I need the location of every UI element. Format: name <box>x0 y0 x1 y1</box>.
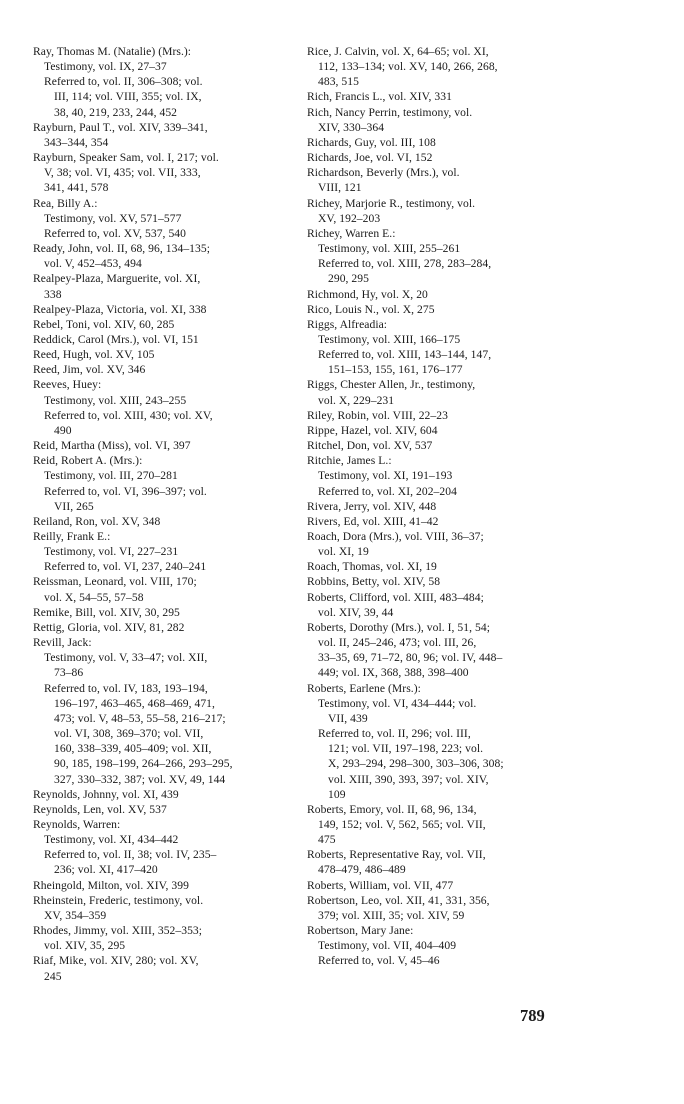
index-entry <box>33 347 275 362</box>
index-entry <box>307 423 557 438</box>
index-entry-subline: Referred to, vol. XI, 202–204 <box>318 484 457 498</box>
index-entry-heading: Riggs, Alfreadia: <box>307 317 388 331</box>
index-entry-heading: Realpey-Plaza, Marguerite, vol. XI, <box>33 272 201 286</box>
index-entry-subline: Referred to, vol. II, 38; vol. IV, 235– <box>44 848 217 862</box>
index-entry <box>307 150 557 165</box>
index-entry-heading: Richardson, Beverly (Mrs.), vol. <box>307 166 460 180</box>
index-entry-heading: Rea, Billy A.: <box>33 196 98 210</box>
index-entry <box>33 241 275 271</box>
index-entry <box>33 787 275 802</box>
index-entry-subline: Referred to, vol. V, 45–46 <box>318 954 440 968</box>
index-entry-heading: Remike, Bill, vol. XIV, 30, 295 <box>33 605 180 619</box>
index-entry-heading: Rico, Louis N., vol. X, 275 <box>307 302 435 316</box>
index-entry-subline: Testimony, vol. XIII, 255–261 <box>318 242 461 256</box>
index-entry-subline: 90, 185, 198–199, 264–266, 293–295, <box>54 757 233 771</box>
index-entry-subline: XIV, 330–364 <box>318 120 385 134</box>
index-entry-subline: Referred to, vol. II, 296; vol. III, <box>318 727 471 741</box>
index-entry <box>307 302 557 317</box>
index-entry-subline: Referred to, vol. VI, 237, 240–241 <box>44 560 207 574</box>
index-entry <box>307 499 557 514</box>
index-entry-heading: Rivers, Ed, vol. XIII, 41–42 <box>307 514 439 528</box>
index-entry <box>307 438 557 453</box>
index-entry <box>307 408 557 423</box>
index-entry <box>307 317 557 378</box>
index-entry-heading: Reid, Robert A. (Mrs.): <box>33 454 143 468</box>
index-entry <box>33 620 275 635</box>
index-entry-subline: Referred to, vol. VI, 396–397; vol. <box>44 484 207 498</box>
index-entry-subline: III, 114; vol. VIII, 355; vol. IX, <box>54 90 202 104</box>
index-entry <box>307 287 557 302</box>
index-entry <box>307 453 557 498</box>
index-entry-heading: Roberts, Representative Ray, vol. VII, <box>307 848 486 862</box>
index-entry <box>33 332 275 347</box>
index-entry-subline: X, 293–294, 298–300, 303–306, 308; <box>328 757 504 771</box>
index-entry <box>307 923 557 968</box>
index-entry-subline: Referred to, vol. XIII, 143–144, 147, <box>318 348 492 362</box>
index-entry <box>33 923 275 953</box>
index-entry-subline: vol. VI, 308, 369–370; vol. VII, <box>54 727 204 741</box>
index-entry-subline: vol. X, 54–55, 57–58 <box>44 590 144 604</box>
index-entry-heading: Roberts, Dorothy (Mrs.), vol. I, 51, 54; <box>307 620 490 634</box>
index-entry-heading: Rayburn, Paul T., vol. XIV, 339–341, <box>33 120 208 134</box>
index-column-left <box>33 44 275 984</box>
index-entry <box>33 893 275 923</box>
index-entry <box>33 150 275 195</box>
index-entry-heading: Richards, Joe, vol. VI, 152 <box>307 151 433 165</box>
index-entry-subline: 121; vol. VII, 197–198, 223; vol. <box>328 742 484 756</box>
index-entry-heading: Rich, Nancy Perrin, testimony, vol. <box>307 105 473 119</box>
index-entry-subline: XV, 192–203 <box>318 211 381 225</box>
index-entry <box>33 44 275 120</box>
index-entry-subline: 245 <box>44 969 62 983</box>
index-entry-heading: Richmond, Hy, vol. X, 20 <box>307 287 428 301</box>
index-entry-subline: 475 <box>318 833 336 847</box>
index-entry <box>307 165 557 195</box>
index-entry-subline: Testimony, vol. XIII, 166–175 <box>318 332 461 346</box>
index-entry-heading: Rich, Francis L., vol. XIV, 331 <box>307 90 452 104</box>
index-entry <box>33 377 275 438</box>
index-entry-heading: Ready, John, vol. II, 68, 96, 134–135; <box>33 242 210 256</box>
index-entry-heading: Rheinstein, Frederic, testimony, vol. <box>33 893 204 907</box>
index-entry-heading: Rhodes, Jimmy, vol. XIII, 352–353; <box>33 924 203 938</box>
index-entry <box>33 362 275 377</box>
index-entry-subline: VII, 265 <box>54 499 94 513</box>
index-entry <box>307 89 557 104</box>
index-entry-heading: Riley, Robin, vol. VIII, 22–23 <box>307 408 448 422</box>
index-column-right <box>307 44 557 969</box>
index-entry-subline: 38, 40, 219, 233, 244, 452 <box>54 105 178 119</box>
index-entry-subline: Referred to, vol. II, 306–308; vol. <box>44 75 203 89</box>
index-entry-subline: Testimony, vol. XIII, 243–255 <box>44 393 187 407</box>
index-entry-heading: Robertson, Leo, vol. XII, 41, 331, 356, <box>307 893 490 907</box>
index-entry-subline: 112, 133–134; vol. XV, 140, 266, 268, <box>318 60 498 74</box>
index-entry-subline: 33–35, 69, 71–72, 80, 96; vol. IV, 448– <box>318 651 503 665</box>
index-entry-subline: Testimony, vol. XI, 434–442 <box>44 833 179 847</box>
index-entry-heading: Revill, Jack: <box>33 636 92 650</box>
index-entry-heading: Roach, Dora (Mrs.), vol. VIII, 36–37; <box>307 530 484 543</box>
index-entry-heading: Rebel, Toni, vol. XIV, 60, 285 <box>33 317 175 331</box>
index-entry <box>307 590 557 620</box>
index-entry-heading: Realpey-Plaza, Victoria, vol. XI, 338 <box>33 302 207 316</box>
index-entry-heading: Roberts, Earlene (Mrs.): <box>307 681 421 695</box>
index-entry-subline: 473; vol. V, 48–53, 55–58, 216–217; <box>54 711 226 725</box>
index-entry-subline: 478–479, 486–489 <box>318 863 406 877</box>
index-entry-subline: 341, 441, 578 <box>44 181 109 195</box>
index-entry-subline: vol. XIV, 35, 295 <box>44 939 126 953</box>
index-entry-heading: Reissman, Leonard, vol. VIII, 170; <box>33 575 197 589</box>
index-entry-heading: Robertson, Mary Jane: <box>307 924 414 938</box>
index-entry <box>33 953 275 983</box>
index-entry-subline: 196–197, 463–465, 468–469, 471, <box>54 696 215 710</box>
index-entry <box>33 635 275 787</box>
index-entry-subline: vol. II, 245–246, 473; vol. III, 26, <box>318 636 477 650</box>
index-entry <box>33 271 275 301</box>
index-entry-heading: Rettig, Gloria, vol. XIV, 81, 282 <box>33 620 185 634</box>
index-entry-subline: 379; vol. XIII, 35; vol. XIV, 59 <box>318 908 465 922</box>
index-entry-heading: Roach, Thomas, vol. XI, 19 <box>307 560 437 574</box>
index-entry <box>307 529 557 559</box>
index-entry-subline: Testimony, vol. V, 33–47; vol. XII, <box>44 651 208 665</box>
index-entry-heading: Rheingold, Milton, vol. XIV, 399 <box>33 878 189 892</box>
index-entry-subline: vol. V, 452–453, 494 <box>44 257 142 271</box>
index-entry-heading: Roberts, William, vol. VII, 477 <box>307 878 454 892</box>
index-entry <box>307 847 557 877</box>
index-entry <box>307 196 557 226</box>
index-entry-subline: V, 38; vol. VI, 435; vol. VII, 333, <box>44 166 201 180</box>
index-entry-heading: Rippe, Hazel, vol. XIV, 604 <box>307 423 438 437</box>
index-entry <box>307 44 557 89</box>
index-entry <box>33 817 275 878</box>
index-entry-heading: Richards, Guy, vol. III, 108 <box>307 135 436 149</box>
index-entry-subline: 483, 515 <box>318 75 359 89</box>
index-entry-subline: vol. XIII, 390, 393, 397; vol. XIV, <box>328 772 489 786</box>
index-entry-subline: Testimony, vol. VII, 404–409 <box>318 939 457 953</box>
index-entry-heading: Reddick, Carol (Mrs.), vol. VI, 151 <box>33 332 199 346</box>
index-entry <box>33 438 275 453</box>
index-entry-heading: Reynolds, Warren: <box>33 817 121 831</box>
index-entry-subline: Referred to, vol. XIII, 278, 283–284, <box>318 257 492 271</box>
index-entry-heading: Reilly, Frank E.: <box>33 530 111 543</box>
page-number: 789 <box>520 1006 545 1025</box>
index-entry-subline: Testimony, vol. VI, 227–231 <box>44 545 179 559</box>
index-entry-subline: Referred to, vol. IV, 183, 193–194, <box>44 681 208 695</box>
index-entry-subline: 343–344, 354 <box>44 135 109 149</box>
index-entry-subline: vol. XIV, 39, 44 <box>318 605 394 619</box>
index-entry-heading: Reed, Hugh, vol. XV, 105 <box>33 348 155 362</box>
index-entry <box>33 802 275 817</box>
index-entry <box>33 453 275 514</box>
index-entry <box>33 574 275 604</box>
index-entry-heading: Rayburn, Speaker Sam, vol. I, 217; vol. <box>33 151 219 165</box>
index-entry <box>33 529 275 574</box>
index-entry-heading: Reiland, Ron, vol. XV, 348 <box>33 514 161 528</box>
index-entry-subline: VIII, 121 <box>318 181 362 195</box>
index-entry <box>307 620 557 681</box>
index-entry <box>307 893 557 923</box>
index-entry-heading: Roberts, Emory, vol. II, 68, 96, 134, <box>307 802 477 816</box>
index-entry <box>33 878 275 893</box>
index-entry-heading: Reed, Jim, vol. XV, 346 <box>33 363 146 377</box>
index-entry-subline: 160, 338–339, 405–409; vol. XII, <box>54 742 212 756</box>
index-entry-heading: Richey, Warren E.: <box>307 226 396 240</box>
index-entry <box>33 317 275 332</box>
index-entry-subline: Referred to, vol. XV, 537, 540 <box>44 226 186 240</box>
index-entry-subline: 151–153, 155, 161, 176–177 <box>328 363 463 377</box>
index-entry <box>33 302 275 317</box>
index-entry <box>307 105 557 135</box>
index-entry-subline: 327, 330–332, 387; vol. XV, 49, 144 <box>54 772 226 786</box>
index-entry-subline: vol. X, 229–231 <box>318 393 395 407</box>
index-entry-heading: Ray, Thomas M. (Natalie) (Mrs.): <box>33 45 192 58</box>
index-entry <box>307 377 557 407</box>
index-entry <box>307 514 557 529</box>
index-entry-heading: Riggs, Chester Allen, Jr., testimony, <box>307 378 476 392</box>
index-entry <box>307 135 557 150</box>
index-entry-heading: Robbins, Betty, vol. XIV, 58 <box>307 575 441 589</box>
index-entry <box>307 226 557 287</box>
index-entry-heading: Rivera, Jerry, vol. XIV, 448 <box>307 499 437 513</box>
index-entry <box>33 514 275 529</box>
index-entry-heading: Ritchel, Don, vol. XV, 537 <box>307 439 433 453</box>
index-entry-subline: 490 <box>54 423 72 437</box>
index-entry-subline: Testimony, vol. IX, 27–37 <box>44 60 167 74</box>
index-entry-subline: 338 <box>44 287 62 301</box>
index-entry-subline: 109 <box>328 787 346 801</box>
index-entry <box>33 196 275 241</box>
index-entry <box>307 559 557 574</box>
index-entry-heading: Reid, Martha (Miss), vol. VI, 397 <box>33 439 191 453</box>
index-entry-heading: Reeves, Huey: <box>33 378 102 392</box>
index-entry-heading: Reynolds, Johnny, vol. XI, 439 <box>33 787 179 801</box>
index-entry-heading: Reynolds, Len, vol. XV, 537 <box>33 802 167 816</box>
index-entry <box>33 120 275 150</box>
index-entry-subline: VII, 439 <box>328 711 368 725</box>
index-entry-subline: 449; vol. IX, 368, 388, 398–400 <box>318 666 469 680</box>
index-entry <box>307 574 557 589</box>
index-entry-subline: Testimony, vol. VI, 434–444; vol. <box>318 696 477 710</box>
index-entry-subline: 290, 295 <box>328 272 369 286</box>
index-entry-subline: Referred to, vol. XIII, 430; vol. XV, <box>44 408 213 422</box>
index-entry-subline: vol. XI, 19 <box>318 545 369 559</box>
index-entry <box>33 605 275 620</box>
index-entry-heading: Riaf, Mike, vol. XIV, 280; vol. XV, <box>33 954 199 968</box>
index-entry-subline: 73–86 <box>54 666 84 680</box>
index-entry-subline: Testimony, vol. XV, 571–577 <box>44 211 182 225</box>
index-entry-heading: Richey, Marjorie R., testimony, vol. <box>307 196 476 210</box>
index-entry-subline: XV, 354–359 <box>44 908 107 922</box>
index-entry-heading: Ritchie, James L.: <box>307 454 392 468</box>
index-entry-subline: Testimony, vol. XI, 191–193 <box>318 469 453 483</box>
index-entry-subline: Testimony, vol. III, 270–281 <box>44 469 178 483</box>
index-entry-subline: 149, 152; vol. V, 562, 565; vol. VII, <box>318 817 486 831</box>
index-entry <box>307 878 557 893</box>
index-entry <box>307 802 557 847</box>
index-entry <box>307 681 557 802</box>
index-entry-heading: Rice, J. Calvin, vol. X, 64–65; vol. XI, <box>307 45 489 58</box>
index-entry-heading: Roberts, Clifford, vol. XIII, 483–484; <box>307 590 484 604</box>
index-entry-subline: 236; vol. XI, 417–420 <box>54 863 158 877</box>
